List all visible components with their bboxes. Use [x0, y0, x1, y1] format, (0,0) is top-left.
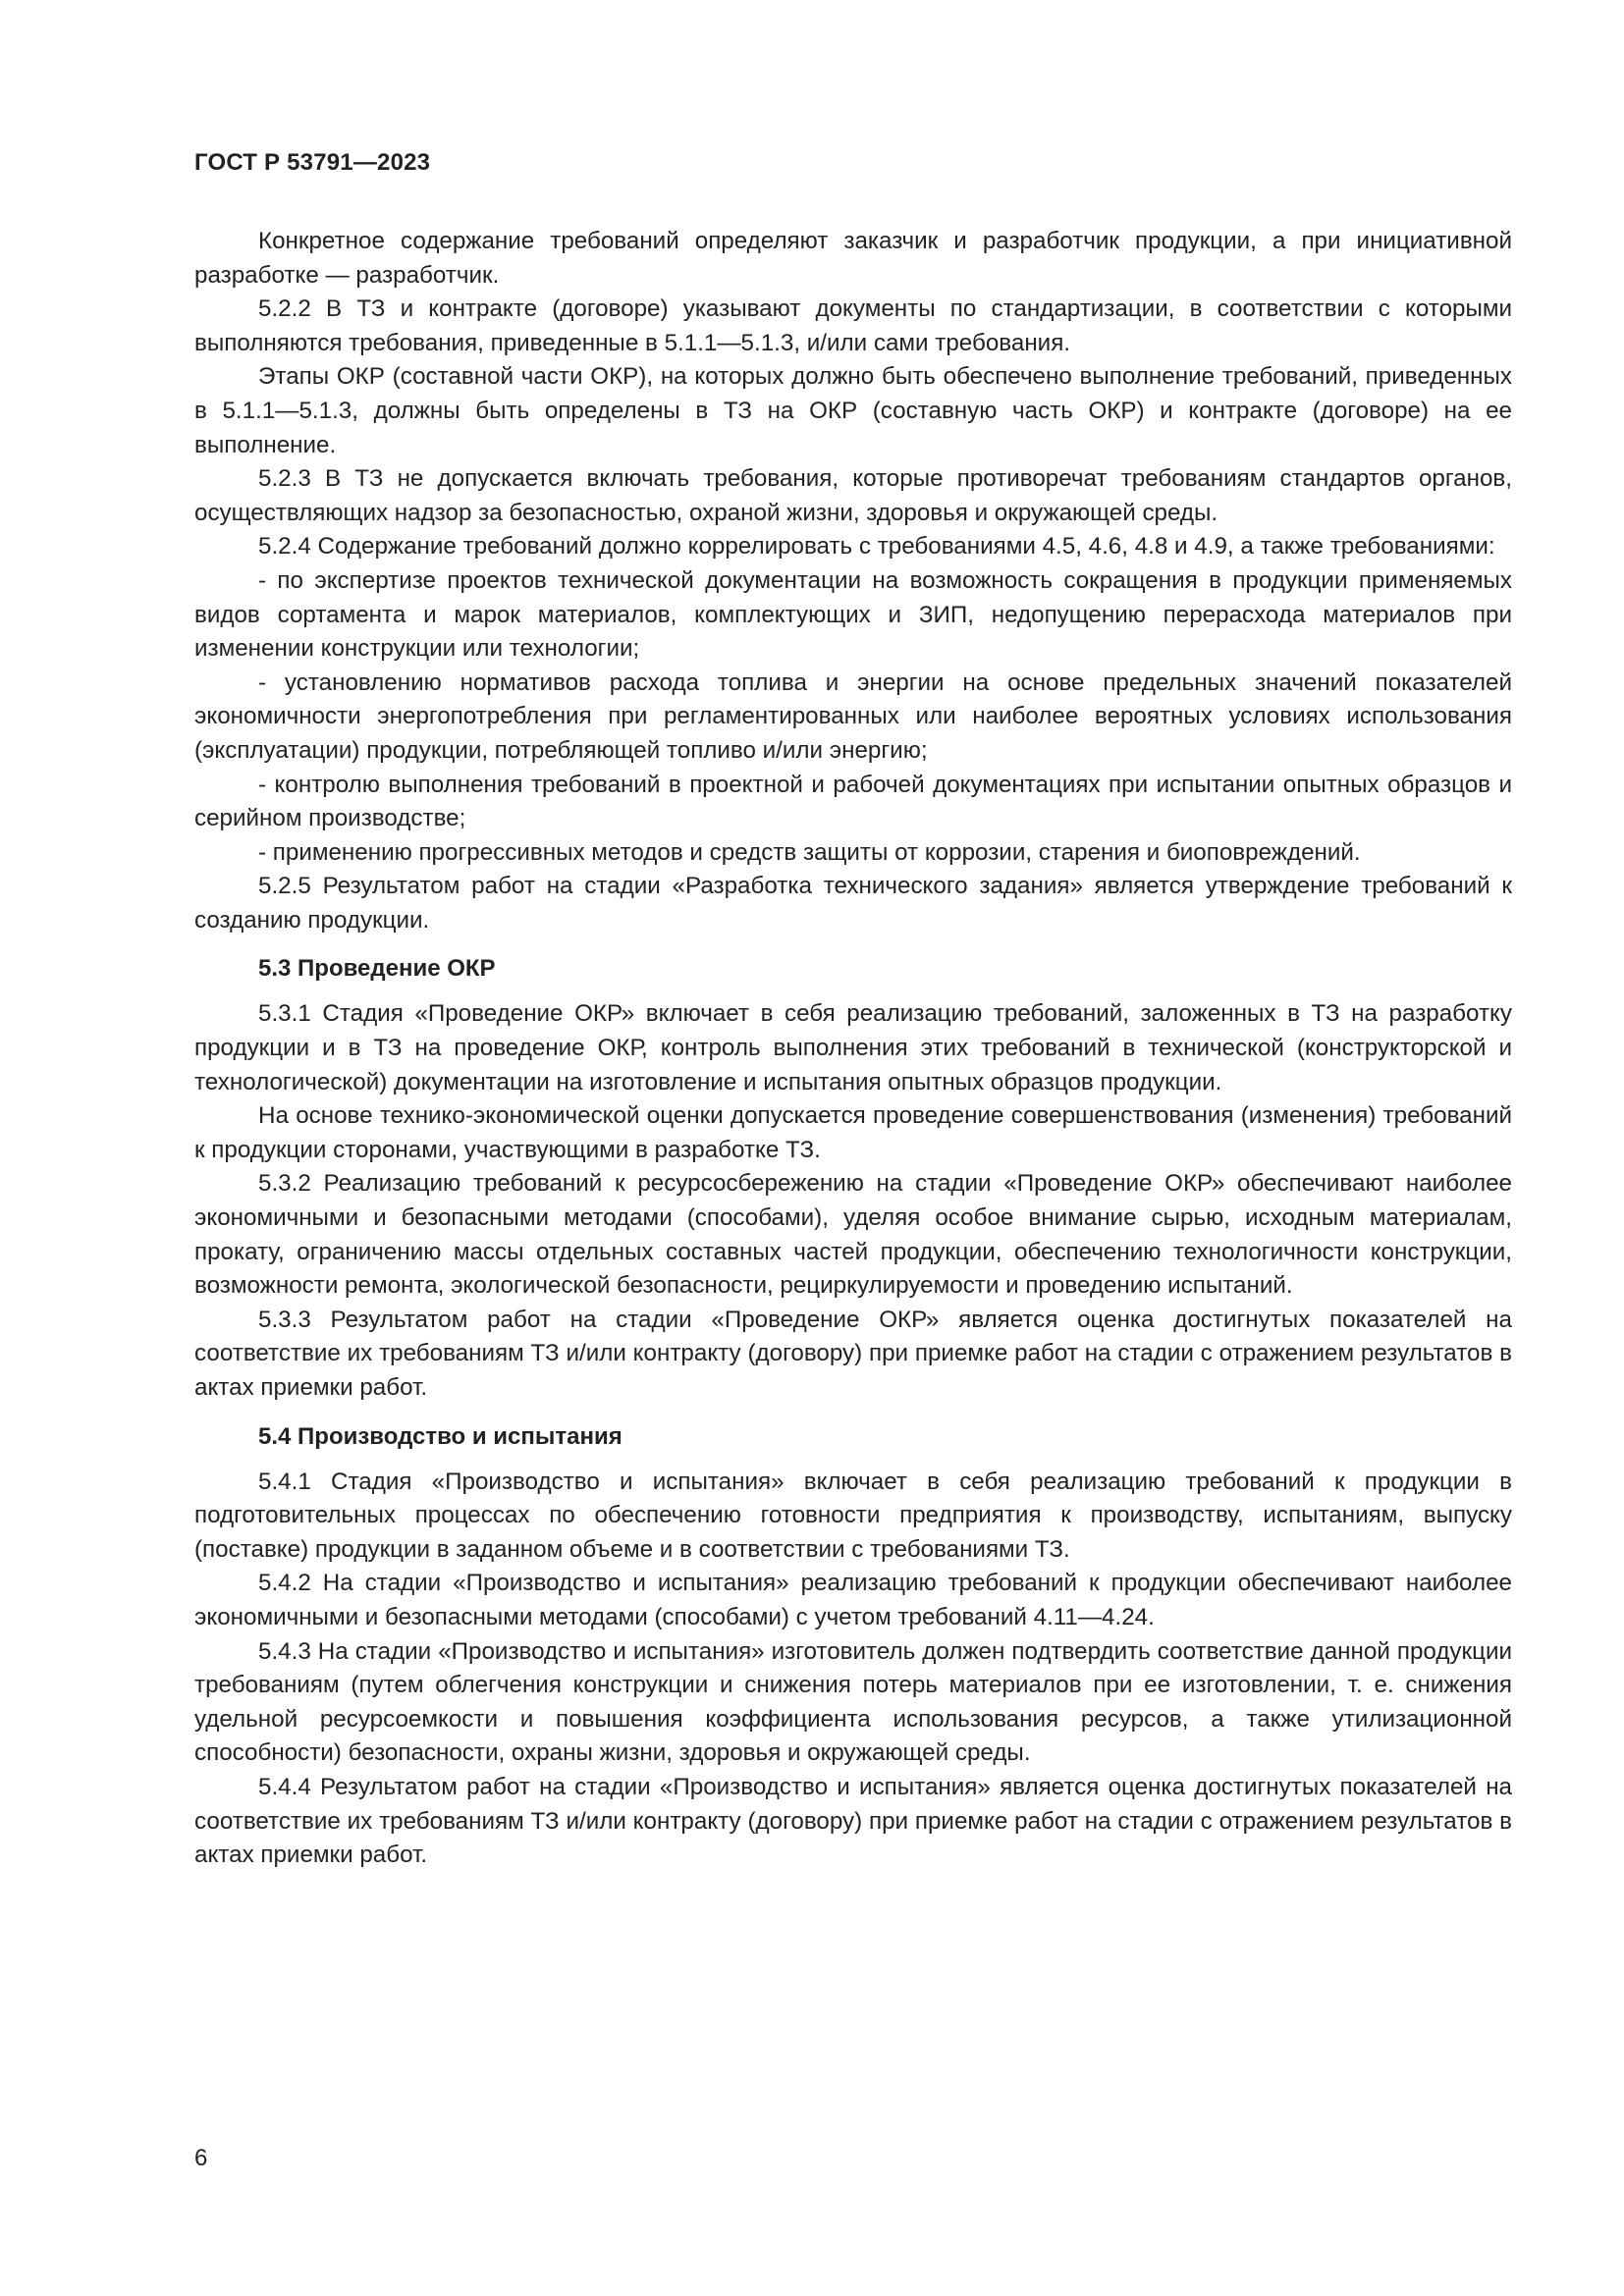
- clause-5-4-4: 5.4.4 Результатом работ на стадии «Производство и испытания» является оценка достигнутых показателей на соответствие их требованиям ТЗ и/или контракту (договору) при приемке работ на стадии с отражением результатов в актах приемки работ.: [194, 1773, 1512, 1869]
- clause-5-2-3: 5.2.3 В ТЗ не допускается включать требования, которые противоречат требованиям стандартов органов, осуществляющих надзор за безопасностью, охраной жизни, здоровья и окружающей среды.: [194, 465, 1512, 526]
- paragraph: На основе технико-экономической оценки допускается проведение совершенствования (изменения) требований к продукции сторонами, участвующими в разработке ТЗ.: [194, 1102, 1512, 1163]
- clause-5-3-2: 5.3.2 Реализацию требований к ресурсосбережению на стадии «Проведение ОКР» обеспечивают наиболее экономичными и безопасными методами (способами), уделяя особое внимание сырью, исходным материалам, прокату, ограничению массы отдельных составных частей продукции, обеспечению технологичности конструкции, возможности ремонта, экологической безопасности, рециркулируемости и проведению испытаний.: [194, 1170, 1512, 1300]
- document-code-header: ГОСТ Р 53791—2023: [194, 149, 431, 176]
- clause-5-4-3: 5.4.3 На стадии «Производство и испытания» изготовитель должен подтвердить соответствие данной продукции требованиям (путем облегчения конструкции и снижения потерь материалов при ее изготовлении, т. е. снижения удельной ресурсоемкости и повышения коэффициента использования ресурсов, а также утилизационной способности) безопасности, охраны жизни, здоровья и окружающей среды.: [194, 1637, 1512, 1767]
- clause-5-2-5: 5.2.5 Результатом работ на стадии «Разработка технического задания» является утверждение требований к созданию продукции.: [194, 873, 1512, 934]
- list-item: - по экспертизе проектов технической документации на возможность сокращения в продукции применяемых видов сортамента и марок материалов, комплектующих и ЗИП, недопущению перерасхода материалов при изменении конструкции или технологии;: [194, 566, 1512, 663]
- clause-5-4-2: 5.4.2 На стадии «Производство и испытания» реализацию требований к продукции обеспечивают наиболее экономичными и безопасными методами (способами) с учетом требований 4.11—4.24.: [194, 1570, 1512, 1630]
- clause-5-2-4: 5.2.4 Содержание требований должно коррелировать с требованиями 4.5, 4.6, 4.8 и 4.9, а также требованиями:: [258, 533, 1495, 561]
- paragraph: Этапы ОКР (составной части ОКР), на которых должно быть обеспечено выполнение требований, приведенных в 5.1.1—5.1.3, должны быть определены в ТЗ на ОКР (составную часть ОКР) и контракте (договоре) на ее выполнение.: [194, 363, 1512, 458]
- clause-5-3-3: 5.3.3 Результатом работ на стадии «Проведение ОКР» является оценка достигнутых показателей на соответствие их требованиям ТЗ и/или контракту (договору) при приемке работ на стадии с отражением результатов в актах приемки работ.: [194, 1306, 1512, 1401]
- list-item: - применению прогрессивных методов и средств защиты от коррозии, старения и биоповреждений.: [258, 838, 1361, 866]
- clause-5-4-1: 5.4.1 Стадия «Производство и испытания» включает в себя реализацию требований к продукции в подготовительных процессах по обеспечению готовности предприятия к производству, испытаниям, выпуску (поставке) продукции в заданном объеме и в соответствии с требованиями ТЗ.: [194, 1468, 1512, 1563]
- clause-5-2-2: 5.2.2 В ТЗ и контракте (договоре) указывают документы по стандартизации, в соответствии с которыми выполняются требования, приведенные в 5.1.1—5.1.3, и/или сами требования.: [194, 295, 1512, 356]
- document-body: [194, 225, 1512, 1873]
- section-heading-5-4: 5.4 Производство и испытания: [258, 1422, 623, 1450]
- clause-5-3-1: 5.3.1 Стадия «Проведение ОКР» включает в себя реализацию требований, заложенных в ТЗ на разработку продукции и в ТЗ на проведение ОКР, контроль выполнения этих требований в технической (конструкторской и технологической) документации на изготовление и испытания опытных образцов продукции.: [194, 1000, 1512, 1095]
- paragraph: Конкретное содержание требований определяют заказчик и разработчик продукции, а при инициативной разработке — разработчик.: [194, 228, 1512, 289]
- list-item: - контролю выполнения требований в проектной и рабочей документациях при испытании опытных образцов и серийном производстве;: [194, 771, 1512, 832]
- section-heading-5-3: 5.3 Проведение ОКР: [258, 955, 496, 983]
- page-number: 6: [194, 2145, 208, 2171]
- list-item: - установлению нормативов расхода топлива и энергии на основе предельных значений показателей экономичности энергопотребления при регламентированных или наиболее вероятных условиях использования (эксплуатации) продукции, потребляющей топливо и/или энергию;: [194, 668, 1512, 764]
